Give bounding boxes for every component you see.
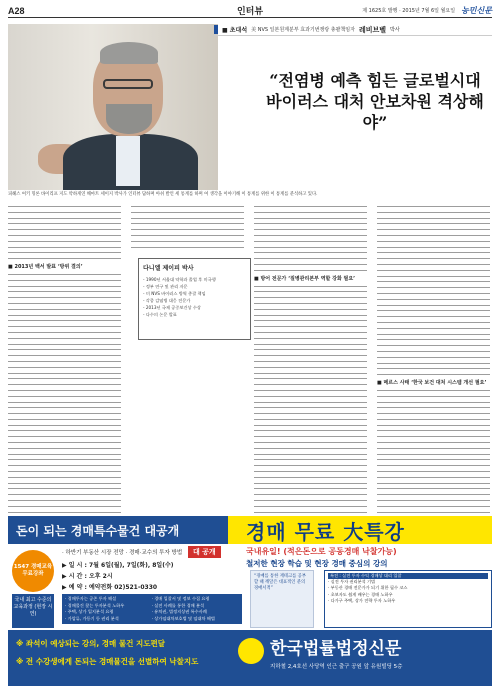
headline-line-2: 바이러스 대처 안보차원 격상해야” [266,92,484,132]
notice-1: ※ 좌석이 예상되는 강의, 경매 물건 지도편달 [16,639,165,648]
topic-item: · 경매투자는 공존 투자 해설 [65,596,117,601]
article-column-2 [131,206,244,514]
issue-info: 제 1625호 발행 · 2015년 7월 6일 월요일 [362,8,456,14]
topic-item: · 가압류, 가등기 등 권리 분석 [65,615,119,621]
book-image: “경매를 통한 재테크를 공부할 때 깨달은 대표적인 분의 경매서적” [250,570,314,628]
topic-item: · 실전 사례를 통한 경매 분석 [151,602,205,608]
topic-item: · 경매 입찰서 및 정보 수집 요령 [151,596,210,601]
profile-item: - 2013년 국제 공중보건상 수상 [143,305,201,310]
schedule-block [62,546,242,630]
time-row: ▶ 시 간 : 오후 2시 [62,573,113,580]
company-logo: 한국법률법정신문 [270,639,402,659]
benefit-item: · 다가구 주택, 상가 전략 투자 노하우 [328,597,396,603]
profile-item: - 다수의 논문 발표 [143,312,177,317]
article-body [8,206,492,514]
text-lines [8,274,121,542]
company-emblem-icon [238,638,264,664]
text-lines [8,206,121,259]
byline-section: ■ 초대석 [222,27,248,34]
topics-list [62,594,242,624]
interviewee-title: 박사 [390,27,400,33]
newspaper-logo: 농민신문 [461,6,492,15]
right-ad-subheadline: 철저한 현장 학습 및 현장 경매 중심의 강의 [246,559,388,568]
headline [260,70,490,133]
benefit-item: · 부동산 경매 전문가가 되기 위한 필수 코스 [328,585,408,591]
right-ad-block [246,546,492,630]
photo-shirt [116,136,140,186]
profile-item: - 각종 감염병 대응 전문가 [143,298,191,303]
photo-beard [106,104,152,134]
headline-line-1: “전염병 예측 힘든 글로벌시대 [269,71,481,90]
benefit-item: · 실전 투자 권리분석 기법 [328,579,376,585]
interviewee-name: 레비브벨 [358,25,387,34]
date-row: ▶ 일 시 : 7월 6일(월), 7일(화), 8일(수) [62,562,174,569]
topic-item: · 상가임대차보호법 및 임대차 해법 [151,615,215,621]
right-ad-headline: 국내유일! (적은돈으로 공동경매 낙찰가능) [246,547,397,556]
free-course-badge: 1547 경매교육 무료강좌 [12,550,54,592]
free-reveal-badge: 대 공개 [188,546,221,558]
course-topics-text: · 하반기 부동산 시장 전망 · 경매·교수의 투자 방법 [62,550,183,556]
subhead-2: ■ 방어 전문가 ‘질병관리본부 역할 강화 필요’ [254,275,356,282]
byline [214,24,492,36]
photo-caption: 피헤스 여키 밍론 바이리프 지도 약하게연 해마트 세이지 박사가 인터뷰 답하며 아쉬 발언 세 통계를 하며 여 생각을 이야기해 이 통계를 위한 이 통계를 분석하고 있다. [8,192,318,197]
profile-item: - 정부 연구 및 관리 자문 [143,284,188,289]
topics-col-b [152,596,237,622]
section-title: 인터뷰 [236,7,264,17]
topic-item: · 경매물건 찾는 투자분석 노하우 [65,602,125,608]
page-number: A28 [8,5,25,16]
profile-box-title: 다니엘 제이피 박사 [143,265,194,272]
profile-item: - 1990년 서울대 약학과 졸업 후 미국행 [143,277,216,282]
text-lines [254,286,367,513]
ad-top-right-text: 경매 무료 大특강 [228,516,492,544]
course-level-label: 국내 최고 수준의 교육과정 (현장 시연) [12,594,54,628]
topic-item: · 주택, 상가 입지분석 요령 [65,609,114,614]
text-lines [254,206,367,271]
text-lines [377,206,490,375]
ad-top-left-text: 돈이 되는 경매특수물건 대공개 [16,523,180,538]
topic-item: · 유치권, 법정지상권 특수사례 [151,609,207,614]
benefits-header: 특전 : 실전 투자 수익 경매상 대리 입찰 [328,573,488,579]
benefit-item: · 초보자도 쉽게 배우는 경매 노하우 [328,591,393,597]
ad-top-banner [8,516,492,544]
page-header [8,4,492,18]
interview-photo [8,24,218,190]
text-lines [131,206,244,248]
contact-row[interactable]: ▶ 예 약 : 예약전화 02)521-0330 [62,584,158,591]
auction-advertisement[interactable] [8,516,492,686]
ad-bottom-banner [8,630,492,686]
topics-col-a [65,596,150,622]
photo-hair [100,42,158,64]
notice-2: ※ 전 수강생에게 돈되는 경매물건을 선별하여 낙찰지도 [16,657,199,666]
subhead-3: ■ 메르스 사태 ‘한국 보건 대처 시스템 개선 필요’ [377,379,487,386]
photo-glasses [103,79,153,89]
profile-item: - 미 NVS 바이러스 방역 총괄 책임 [143,291,206,296]
article-column-4 [377,206,490,514]
course-topics-line [62,546,242,558]
article-column-1 [8,206,121,514]
benefits-list [324,570,492,628]
profile-box [138,258,251,340]
company-address: 지하철 2,4호선 사당역 인근 출구 공원 앞 유원빌딩 5층 [270,664,403,670]
byline-bar-icon [214,25,218,34]
subhead-1: ■ 2013년 백서 발표 ‘방위 결의’ [8,263,83,270]
ad-middle [8,544,492,630]
article-column-3 [254,206,367,514]
byline-org: 美 NVS 일본원계분부 효과기번쟁랑 총괄책임자 [251,27,355,33]
